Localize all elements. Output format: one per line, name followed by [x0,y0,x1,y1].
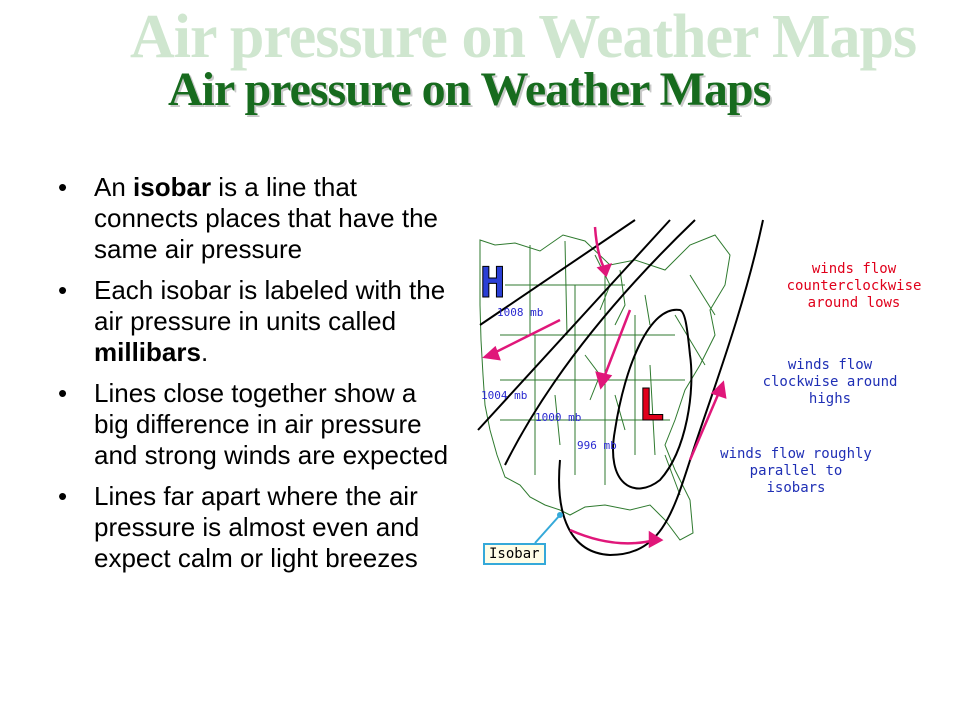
bullet-dot: • [58,172,68,202]
bullet-item: • An isobar is a line that connects places that have the same air pressure [58,172,439,264]
isobar-label-1004: 1004 mb [481,389,528,402]
bullet-item: • Each isobar is labeled with the air pressure in units called millibars. [58,275,446,367]
isobar-tag: Isobar [483,543,546,565]
isobar-pointer-line [535,515,560,543]
bullet-dot: • [58,378,68,408]
bullet-item: • Lines close together show a big difference in air pressure and strong winds are expected [58,378,449,470]
bullet-list [50,172,455,584]
bullet-item: • Lines far apart where the air pressure is almost even and expect calm or light breezes [58,481,420,573]
callout-parallel: winds flow roughly parallel to isobars [720,446,872,496]
low-symbol: L [638,380,665,431]
high-symbol: H [480,258,506,307]
isobar-label-996: 996 mb [577,439,617,452]
callout-highs: winds flow clockwise around highs [762,357,898,407]
callout-lows: winds flow counterclockwise around lows [786,261,922,311]
title-shadow: Air pressure on Weather Maps [130,3,917,71]
isobar-label-1000: 1000 mb [535,411,582,424]
bullet-dot: • [58,275,68,305]
weather-map [475,215,765,560]
bullet-dot: • [58,481,68,511]
page-title: Air pressure on Weather Maps [168,63,771,116]
isobar-label-1008: 1008 mb [497,306,544,319]
